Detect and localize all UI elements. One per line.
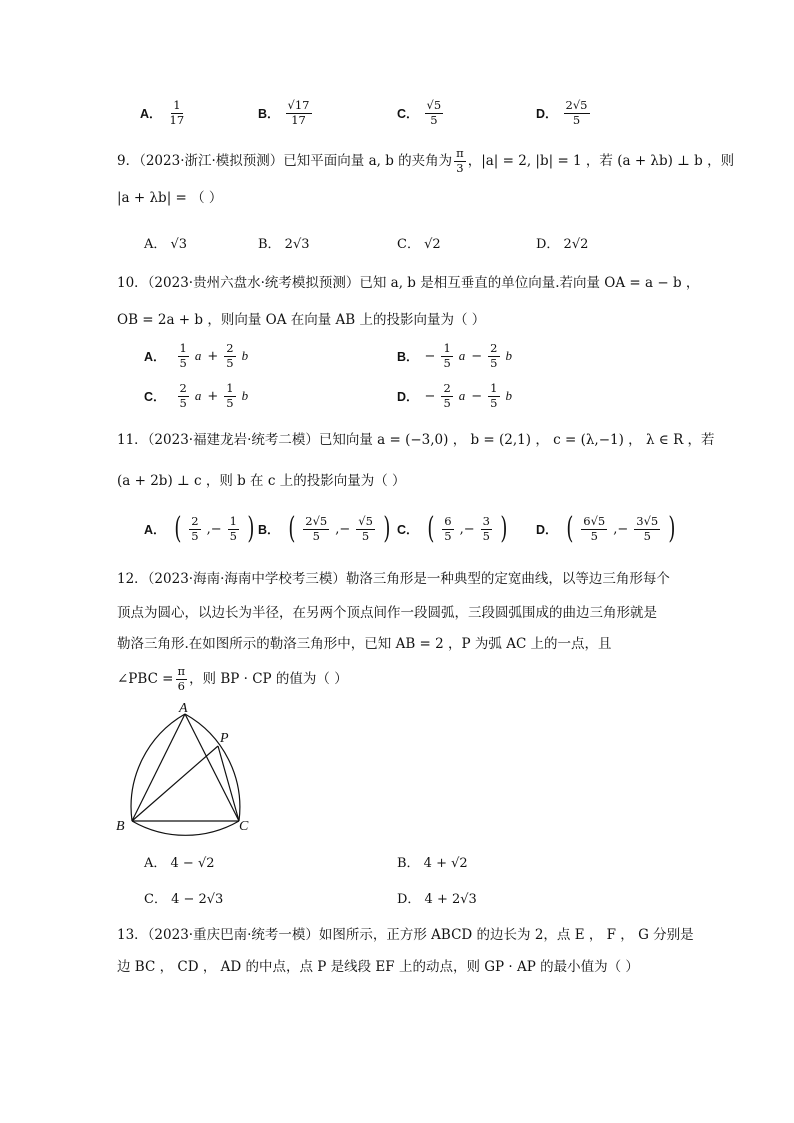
q10-option-b: B． − $\frac{1}{5}$ a − $\frac{2}{5}$ b bbox=[397, 341, 512, 370]
label-a: A bbox=[179, 701, 188, 716]
q8-option-a: A． $\frac{1}{17}$ bbox=[140, 98, 185, 127]
q12-stem-line3: 勒洛三角形.在如图所示的勒洛三角形中，已知 AB = 2 ，P 为弧 AC 上的一点，且 bbox=[117, 636, 612, 652]
fraction: $\frac{1}{17}$ bbox=[169, 98, 185, 127]
q10-stem-line1: 10．（2023·贵州六盘水·统考模拟预测）已知 a, b 是相互垂直的单位向量.若向量 OA = a − b ， bbox=[117, 275, 700, 291]
fraction: $\frac{√5}{5}$ bbox=[426, 98, 442, 127]
q12-stem-line1: 12．（2023·海南·海南中学校考三模）勒洛三角形是一种典型的定宽曲线，以等边三角形每个 bbox=[117, 571, 670, 587]
q12-stem-line2: 顶点为圆心，以边长为半径，在另两个顶点间作一段圆弧，三段圆弧围成的曲边三角形就是 bbox=[117, 605, 657, 621]
segment-bp bbox=[132, 746, 218, 821]
q11-option-c: C． ( $\frac{6}{5}$ ,− $\frac{3}{5}$ ) bbox=[397, 511, 508, 546]
q9-stem-line2: |a + λb| = （ ） bbox=[117, 190, 223, 206]
q11-option-d: D． ( $\frac{6√5}{5}$ ,− $\frac{3√5}{5}$ ) bbox=[536, 511, 676, 546]
segment-ab bbox=[132, 714, 185, 821]
label-c: C bbox=[239, 819, 249, 834]
q13-stem-line2: 边 BC ， CD ， AD 的中点，点 P 是线段 EF 上的动点，则 GP · AP 的最小值为（ ） bbox=[117, 959, 639, 975]
q10-option-d: D． − $\frac{2}{5}$ a − $\frac{1}{5}$ b bbox=[397, 381, 512, 410]
q11-option-a: A． ( $\frac{2}{5}$ ,− $\frac{1}{5}$ ) bbox=[144, 511, 255, 546]
angle-fraction: $\frac{\pi}{3}$ bbox=[456, 146, 464, 175]
label-b: B bbox=[116, 819, 125, 834]
fraction: $\frac{√17}{17}$ bbox=[287, 98, 310, 127]
q12-option-d: D． 4 + 2√3 bbox=[397, 892, 477, 907]
arc-bc bbox=[132, 821, 239, 835]
q9-option-b: B． 2√3 bbox=[258, 237, 310, 252]
q11-stem-line1: 11．（2023·福建龙岩·统考二模）已知向量 a = (−3,0) ， b = (2,1) ， c = (λ,−1) ， λ ∈ R ，若 bbox=[117, 432, 715, 448]
q9-option-d: D． 2√2 bbox=[536, 237, 589, 252]
q8-option-b: B． $\frac{√17}{17}$ bbox=[258, 98, 310, 127]
q12-stem-line4: ∠PBC = $\frac{\pi}{6}$ ，则 BP · CP 的值为（ ） bbox=[117, 664, 348, 693]
q8-option-d: D． $\frac{2√5}{5}$ bbox=[536, 98, 588, 127]
q12-option-c: C． 4 − 2√3 bbox=[144, 892, 224, 907]
q11-option-b: B． ( $\frac{2√5}{5}$ ,− $\frac{√5}{5}$ ) bbox=[258, 511, 391, 546]
q9-stem-line1: 9．（2023·浙江·模拟预测）已知平面向量 a, b 的夹角为 $\frac{\pi}{3}$ ，|a| = 2, |b| = 1 ，若 (a + λb) ⊥ b ，则 bbox=[117, 146, 735, 175]
q9-option-c: C． √2 bbox=[397, 237, 441, 252]
q9-option-a: A． √3 bbox=[144, 237, 188, 252]
q12-option-b: B． 4 + √2 bbox=[397, 856, 468, 871]
reuleaux-triangle-figure bbox=[112, 700, 262, 840]
fraction: $\frac{2√5}{5}$ bbox=[565, 98, 588, 127]
q8-option-c: C． $\frac{√5}{5}$ bbox=[397, 98, 442, 127]
segment-cp bbox=[218, 746, 239, 821]
q12-option-a: A． 4 − √2 bbox=[144, 856, 215, 871]
q10-option-c: C． $\frac{2}{5}$ a + $\frac{1}{5}$ b bbox=[144, 381, 249, 410]
q13-stem-line1: 13．（2023·重庆巴南·统考一模）如图所示，正方形 ABCD 的边长为 2，点 E ， F ， G 分别是 bbox=[117, 927, 694, 943]
q11-stem-line2: (a + 2b) ⊥ c ，则 b 在 c 上的投影向量为（ ） bbox=[117, 473, 406, 489]
q10-option-a: A． $\frac{1}{5}$ a + $\frac{2}{5}$ b bbox=[144, 341, 249, 370]
q10-stem-line2: OB = 2a + b ，则向量 OA 在向量 AB 上的投影向量为（ ） bbox=[117, 312, 486, 328]
label-p: P bbox=[220, 731, 229, 746]
